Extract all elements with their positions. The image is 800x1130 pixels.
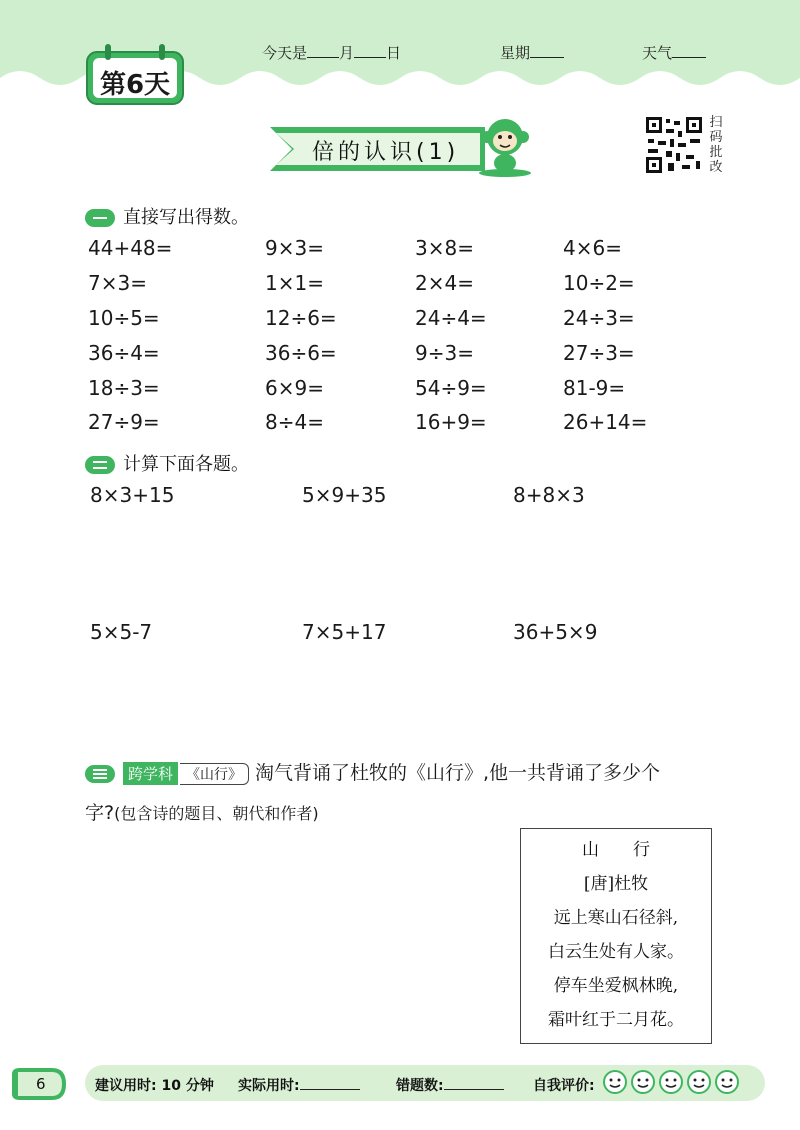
poem-line: 霜叶红于二月花。 xyxy=(548,1010,684,1030)
monkey-mascot-icon xyxy=(475,115,535,177)
poem-line: 停车坐爱枫林晚, xyxy=(553,976,679,996)
errors-label: 错题数: xyxy=(396,1078,444,1094)
oral-problem: 16+9= xyxy=(415,410,487,434)
day-tag xyxy=(85,42,185,106)
oral-problem: 8÷4= xyxy=(265,410,324,434)
rating-face-icon[interactable] xyxy=(603,1070,627,1094)
poem-title: 山 行 xyxy=(582,840,650,860)
lesson-title: 倍的认识(1) xyxy=(312,140,460,165)
actual-time-blank[interactable] xyxy=(300,1075,360,1090)
poem-tag: 《山行》 xyxy=(180,763,249,785)
calc-problem: 7×5+17 xyxy=(302,620,387,644)
section3-number-badge xyxy=(85,765,115,783)
weather-blank[interactable] xyxy=(672,43,706,58)
rating-face-icon[interactable] xyxy=(631,1070,655,1094)
errors-field[interactable] xyxy=(396,1075,504,1095)
calc-problem: 8+8×3 xyxy=(513,483,585,507)
section1-heading xyxy=(85,203,249,229)
oral-problem: 81-9= xyxy=(563,376,626,400)
question-line2: 字? xyxy=(85,802,115,824)
oral-problem: 26+14= xyxy=(563,410,648,434)
date-today-label: 今天是 xyxy=(262,44,308,62)
poem-box xyxy=(520,828,712,1044)
qr-code-icon[interactable] xyxy=(644,115,704,175)
oral-problem: 3×8= xyxy=(415,236,474,260)
actual-time-label: 实际用时: xyxy=(238,1078,300,1094)
oral-problem: 2×4= xyxy=(415,271,474,295)
section3-question-cont xyxy=(85,798,319,825)
poem-author: [唐]杜牧 xyxy=(583,874,649,894)
page-number: 6 xyxy=(36,1075,46,1093)
qr-label-char: 扫 xyxy=(709,115,723,130)
poem-line: 白云生处有人家。 xyxy=(548,942,684,962)
poem-line: 远上寒山石径斜, xyxy=(553,908,679,928)
month-label: 月 xyxy=(339,44,355,62)
weekday-field[interactable] xyxy=(500,42,564,63)
weather-field[interactable] xyxy=(642,42,706,63)
section2-title: 计算下面各题。 xyxy=(123,454,249,475)
question-line1: 淘气背诵了杜牧的《山行》,他一共背诵了多少个 xyxy=(255,762,661,784)
weekday-blank[interactable] xyxy=(530,43,564,58)
actual-time-field[interactable] xyxy=(238,1075,360,1095)
errors-blank[interactable] xyxy=(444,1075,504,1090)
oral-problem: 9÷3= xyxy=(415,341,474,365)
section2-heading xyxy=(85,450,249,476)
calc-problem: 5×5-7 xyxy=(90,620,153,644)
weather-label: 天气 xyxy=(642,44,673,62)
oral-problem: 1×1= xyxy=(265,271,324,295)
oral-problem: 18÷3= xyxy=(88,376,160,400)
suggested-time: 建议用时: 10 分钟 xyxy=(95,1078,214,1094)
weekday-label: 星期 xyxy=(500,44,531,62)
page-number-tab xyxy=(8,1068,68,1100)
calc-problem: 36+5×9 xyxy=(513,620,598,644)
oral-problem: 6×9= xyxy=(265,376,324,400)
rating-face-icon[interactable] xyxy=(659,1070,683,1094)
oral-problem: 27÷9= xyxy=(88,410,160,434)
month-blank[interactable] xyxy=(307,43,339,58)
oral-problem: 10÷2= xyxy=(563,271,635,295)
lesson-title-ribbon xyxy=(270,125,530,173)
oral-problem: 24÷4= xyxy=(415,306,487,330)
oral-problem: 36÷4= xyxy=(88,341,160,365)
day-label-text: 日 xyxy=(386,44,402,62)
qr-label-char: 改 xyxy=(709,160,723,175)
oral-problem: 12÷6= xyxy=(265,306,337,330)
calc-problem: 5×9+35 xyxy=(302,483,387,507)
rating-face-icon[interactable] xyxy=(715,1070,739,1094)
oral-problem: 9×3= xyxy=(265,236,324,260)
date-field[interactable] xyxy=(262,42,401,63)
oral-problem: 36÷6= xyxy=(265,341,337,365)
oral-problem: 24÷3= xyxy=(563,306,635,330)
oral-problem: 4×6= xyxy=(563,236,622,260)
oral-problem: 7×3= xyxy=(88,271,147,295)
qr-label-char: 批 xyxy=(709,145,723,160)
oral-problem: 27÷3= xyxy=(563,341,635,365)
oral-problem: 10÷5= xyxy=(88,306,160,330)
qr-label-char: 码 xyxy=(709,130,723,145)
day-label: 第6天 xyxy=(99,70,171,100)
day-blank[interactable] xyxy=(354,43,386,58)
rating-face-icon[interactable] xyxy=(687,1070,711,1094)
calc-problem: 8×3+15 xyxy=(90,483,175,507)
section1-number-badge xyxy=(85,209,115,227)
section1-title: 直接写出得数。 xyxy=(123,207,249,228)
question-note: (包含诗的题目、朝代和作者) xyxy=(114,804,319,823)
oral-problem: 44+48= xyxy=(88,236,173,260)
scan-to-grade-label xyxy=(706,115,726,175)
oral-problem: 54÷9= xyxy=(415,376,487,400)
section3-question xyxy=(85,758,660,785)
self-eval-label: 自我评价: xyxy=(533,1078,595,1094)
section2-number-badge xyxy=(85,456,115,474)
cross-subject-badge: 跨学科 xyxy=(123,762,178,785)
